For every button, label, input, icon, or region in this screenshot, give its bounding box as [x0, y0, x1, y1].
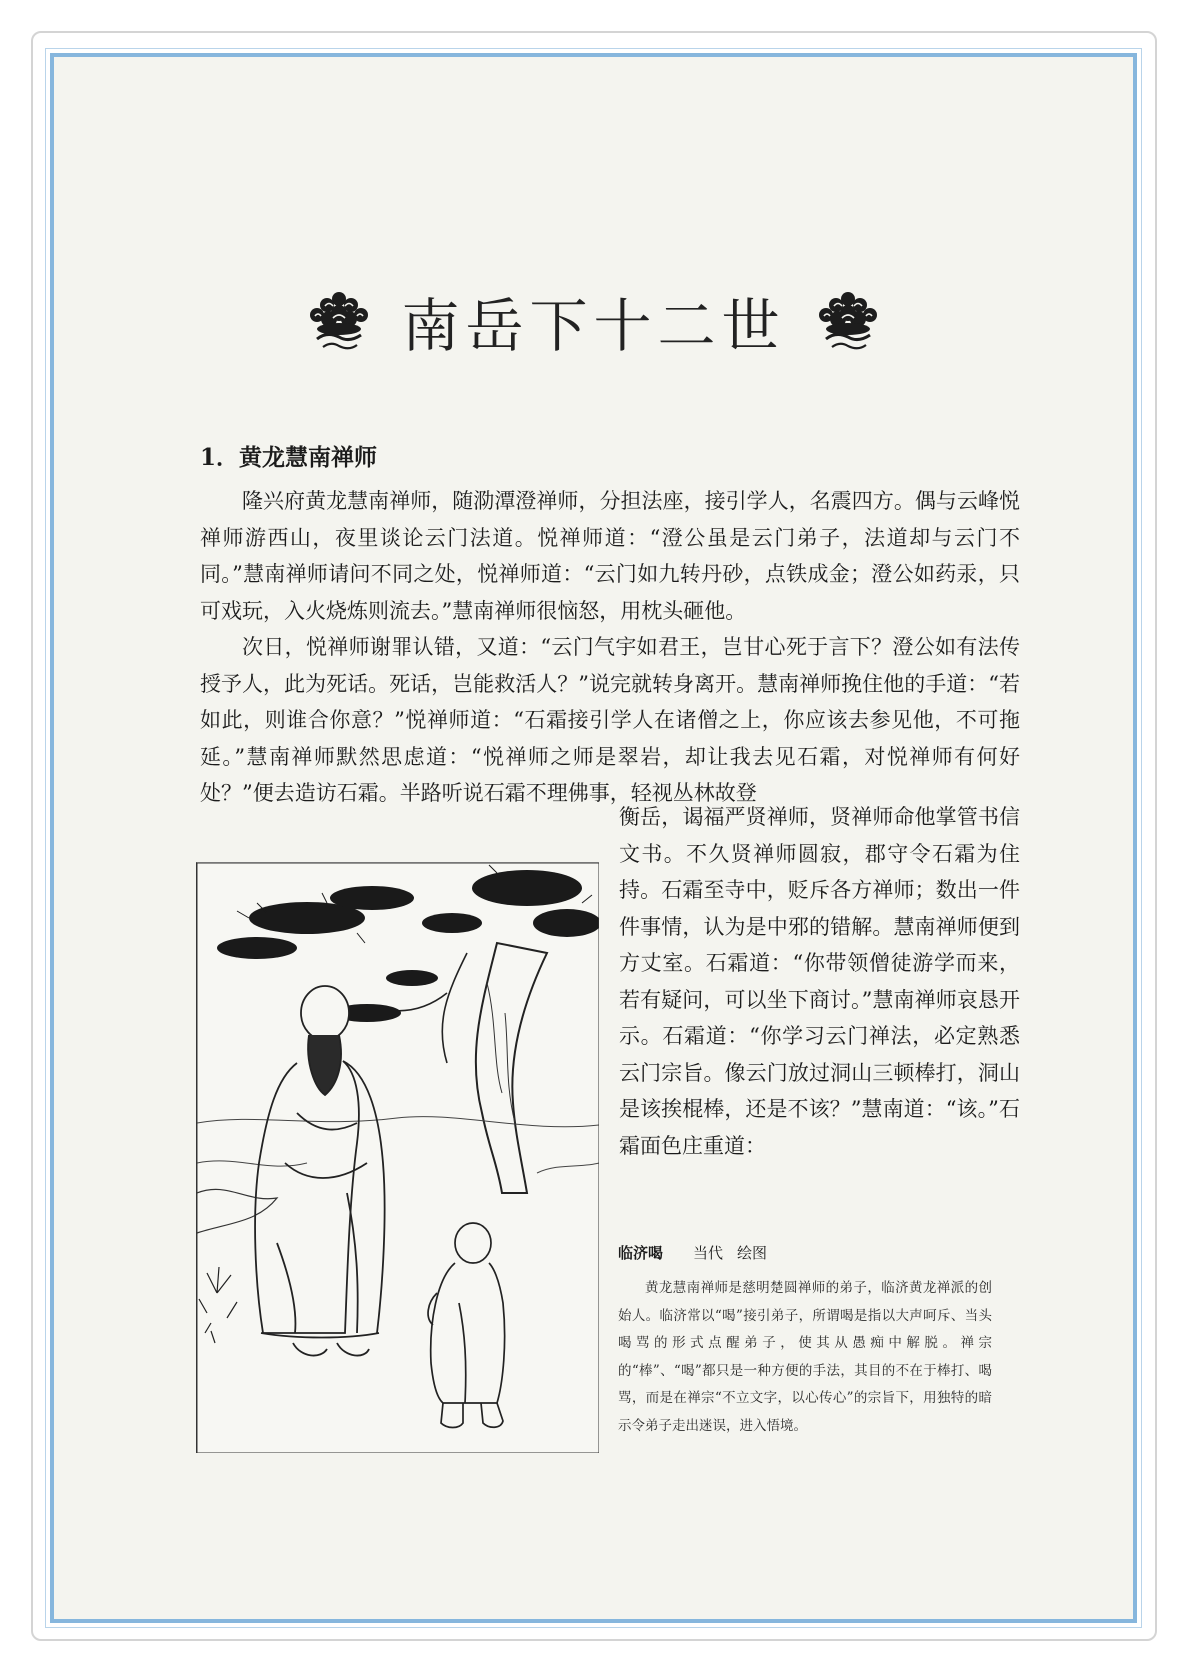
- body-text: [200, 483, 1020, 812]
- caption-era: 当代: [693, 1244, 724, 1262]
- body-paragraph: 次日，悦禅师谢罪认错，又道：“云门气宇如君王，岂甘心死于言下？澄公如有法传授予人，此为死话。死话，岂能救活人？”说完就转身离开。慧南禅师挽住他的手道：“若如此，则谁合你意？”悦禅师道：“石霜接引学人在诸僧之上，你应该去参见他，不可拖延。”慧南禅师默然思虑道：“悦禅师之师是翠岩，却让我去见石霜，对悦禅师有何好处？”便去造访石霜。半路听说石霜不理佛事，轻视丛林故登: [200, 635, 1020, 805]
- caption-kind: 绘图: [737, 1244, 768, 1262]
- cloud-ornament-right-icon: [812, 289, 884, 353]
- chapter-title: 南岳下十二世: [401, 292, 786, 360]
- caption-text: [618, 1275, 992, 1440]
- cloud-ornament-left-icon: [303, 289, 375, 353]
- book-page: [50, 53, 1137, 1623]
- section-heading: 1．黄龙慧南禅师: [200, 444, 378, 471]
- column-text: 衡岳，谒福严贤禅师，贤禅师命他掌管书信文书。不久贤禅师圆寂，郡守令石霜为住持。石霜至寺中，贬斥各方禅师；数出一件件事情，认为是中邪的错解。慧南禅师便到方丈室。石霜道：“你带领僧徒游学而来，若有疑问，可以坐下商讨。”慧南禅师哀恳开示。石霜道：“你学习云门禅法，必定熟悉云门宗旨。像云门放过洞山三顿棒打，洞山是该挨棍棒，还是不该？”慧南道：“该。”石霜面色庄重道：: [619, 805, 1020, 1158]
- caption-paragraph: 黄龙慧南禅师是慈明楚圆禅师的弟子，临济黄龙禅派的创始人。临济常以“喝”接引弟子，所谓喝是指以大声呵斥、当头喝骂的形式点醒弟子，使其从愚痴中解脱。禅宗的“棒”、“喝”都只是一种方便的手法，其目的不在于棒打、喝骂，而是在禅宗“不立文字，以心传心”的宗旨下，用独特的暗示令弟子走出迷误，进入悟境。: [618, 1280, 992, 1434]
- chapter-title-row: [54, 279, 1133, 363]
- monk-illustration: [196, 862, 599, 1453]
- body-paragraph: 隆兴府黄龙慧南禅师，随泐潭澄禅师，分担法座，接引学人，名震四方。偶与云峰悦禅师游西山，夜里谈论云门法道。悦禅师道：“澄公虽是云门弟子，法道却与云门不同。”慧南禅师请问不同之处，悦禅师道：“云门如九转丹砂，点铁成金；澄公如药汞，只可戏玩，入火烧炼则流去。”慧南禅师很恼怒，用枕头砸他。: [200, 489, 1020, 623]
- caption-title-row: [618, 1242, 781, 1263]
- caption-title: 临济喝: [618, 1244, 664, 1262]
